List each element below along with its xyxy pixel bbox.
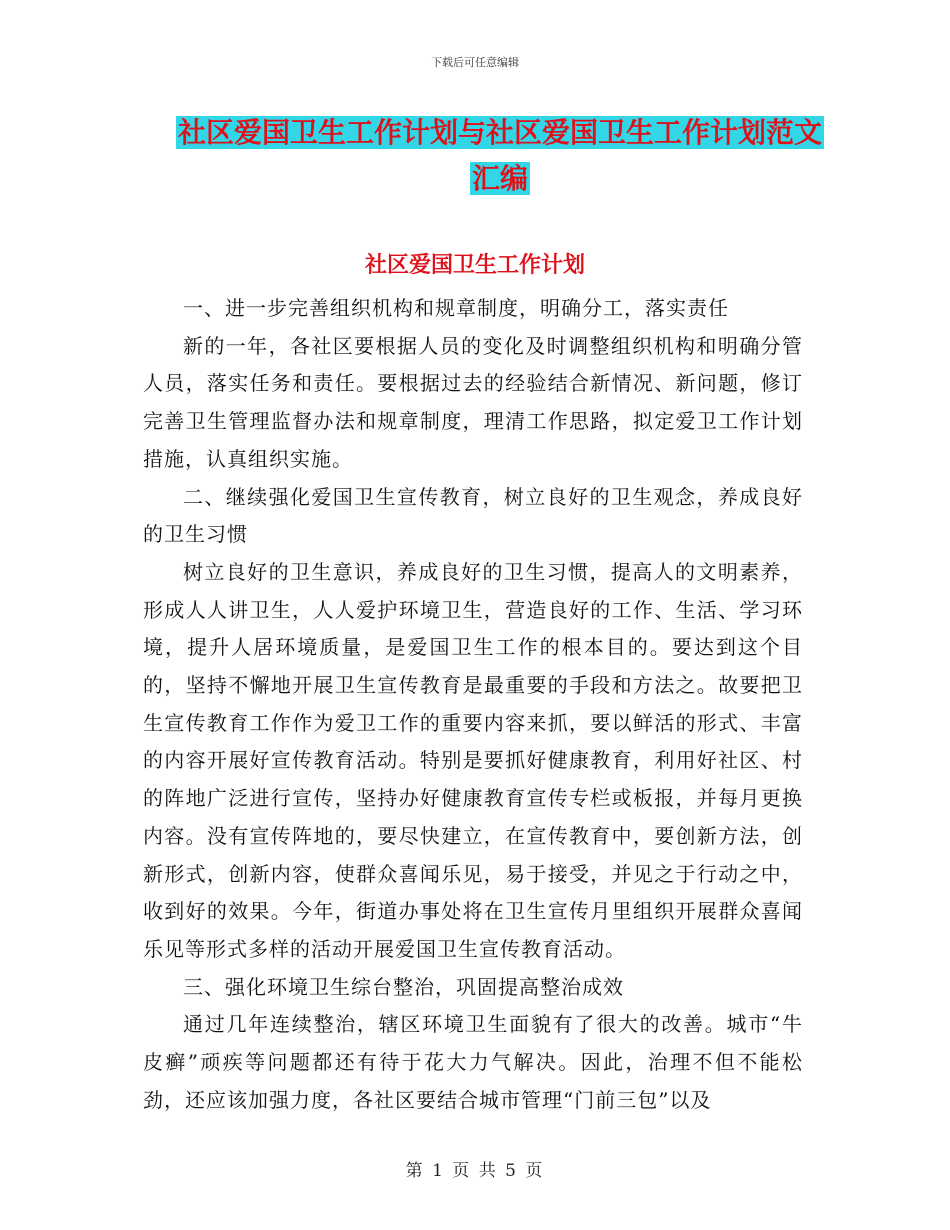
paragraph-3: 通过几年连续整治，辖区环境卫生面貌有了很大的改善。城市“牛皮癣”顽疾等问题都还有待于花大力气解决。因此，治理不但不能松劲，还应该加强力度，各社区要结合城市管理“门前三包”以及: [143, 1012, 803, 1112]
section-title: 社区爱国卫生工作计划: [364, 253, 585, 278]
document-title-line-2: 汇编: [471, 162, 528, 195]
heading-3: 三、强化环境卫生综台整治，巩固提高整治成效: [183, 974, 624, 999]
heading-2: 二、继续强化爱国卫生宣传教育，树立良好的卫生观念，养成良好的卫生习惯: [143, 484, 803, 547]
document-title: [150, 110, 850, 202]
page-footer: 第 1 页 共 5 页: [405, 1161, 545, 1181]
paragraph-1: 新的一年，各社区要根据人员的变化及时调整组织机构和明确分管人员，落实任务和责任。要根据过去的经验结合新情况、新问题，修订完善卫生管理监督办法和规章制度，理清工作思路，拟定爱卫工作计划措施，认真组织实施。: [143, 333, 803, 471]
document-title-line-1: 社区爱国卫生工作计划与社区爱国卫生工作计划范文: [177, 116, 822, 149]
document-body: [143, 290, 803, 1119]
heading-1: 一、进一步完善组织机构和规章制度，明确分工，落实责任: [183, 296, 729, 320]
header-note: 下载后可任意编辑: [431, 56, 519, 69]
paragraph-2: 树立良好的卫生意识，养成良好的卫生习惯，提高人的文明素养，形成人人讲卫生，人人爱护环境卫生，营造良好的工作、生活、学习环境，提升人居环境质量，是爱国卫生工作的根本目的。要达到这个目的，坚持不懈地开展卫生宣传教育是最重要的手段和方法之。故要把卫生宣传教育工作作为爱卫工作的重要内容来抓，要以鲜活的形式、丰富的内容开展好宣传教育活动。特别是要抓好健康教育，利用好社区、村的阵地广泛进行宣传，坚持办好健康教育宣传专栏或板报，并每月更换内容。没有宣传阵地的，要尽快建立，在宣传教育中，要创新方法，创新形式，创新内容，使群众喜闻乐见，易于接受，并见之于行动之中，收到好的效果。今年，街道办事处将在卫生宣传月里组织开展群众喜闻乐见等形式多样的活动开展爱国卫生宣传教育活动。: [143, 559, 803, 961]
